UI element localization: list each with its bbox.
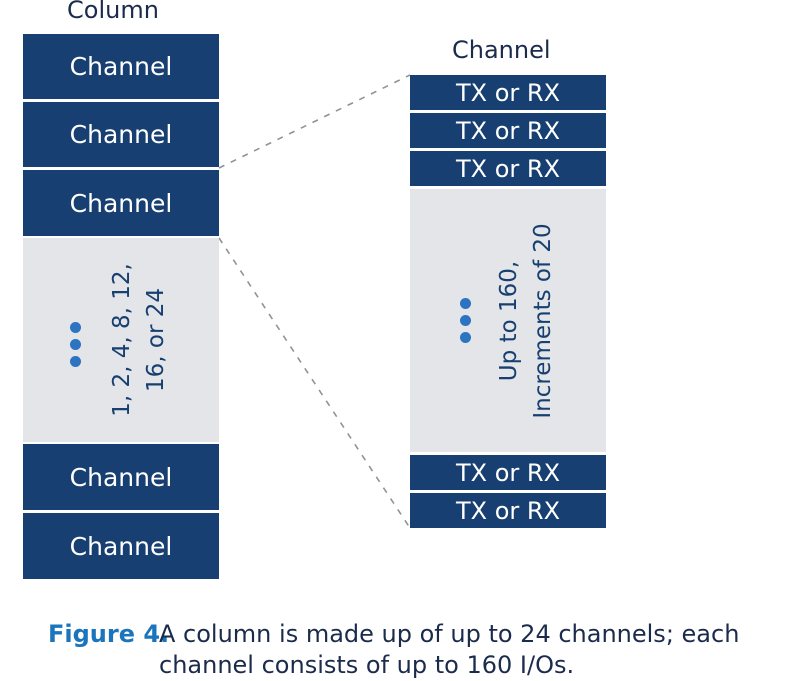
ellipsis-dots-icon — [70, 322, 81, 367]
txrx-block: TX or RX — [410, 455, 606, 490]
column-channel-block: Channel — [23, 170, 219, 236]
column-channel-block: Channel — [23, 34, 219, 99]
column-channel-block: Channel — [23, 444, 219, 510]
txrx-block: TX or RX — [410, 75, 606, 110]
figure-caption — [48, 619, 798, 679]
caption-text-line2: channel consists of up to 160 I/Os. — [159, 651, 575, 679]
txrx-range-line: Up to 160, — [496, 260, 522, 381]
column-channel-range — [23, 238, 219, 442]
txrx-range-text — [492, 223, 560, 418]
txrx-range-line: Increments of 20 — [530, 222, 556, 419]
column-range-text — [105, 263, 173, 417]
column-channel-block: Channel — [23, 513, 219, 579]
column-channel-block: Channel — [23, 102, 219, 167]
ellipsis-dots-icon — [460, 298, 471, 343]
column-range-line: 1, 2, 4, 8, 12, — [109, 263, 135, 417]
connector-line-top — [219, 75, 410, 168]
txrx-block: TX or RX — [410, 113, 606, 148]
connector-line-bottom — [219, 238, 410, 528]
figure-label: Figure 4. — [48, 620, 170, 648]
caption-text-line1: A column is made up of up to 24 channels; each — [159, 620, 740, 648]
column-header: Column — [67, 0, 159, 24]
txrx-block: TX or RX — [410, 493, 606, 528]
channel-header: Channel — [452, 36, 551, 64]
txrx-range — [410, 189, 606, 452]
txrx-block: TX or RX — [410, 151, 606, 186]
column-range-line: 16, or 24 — [143, 288, 169, 393]
